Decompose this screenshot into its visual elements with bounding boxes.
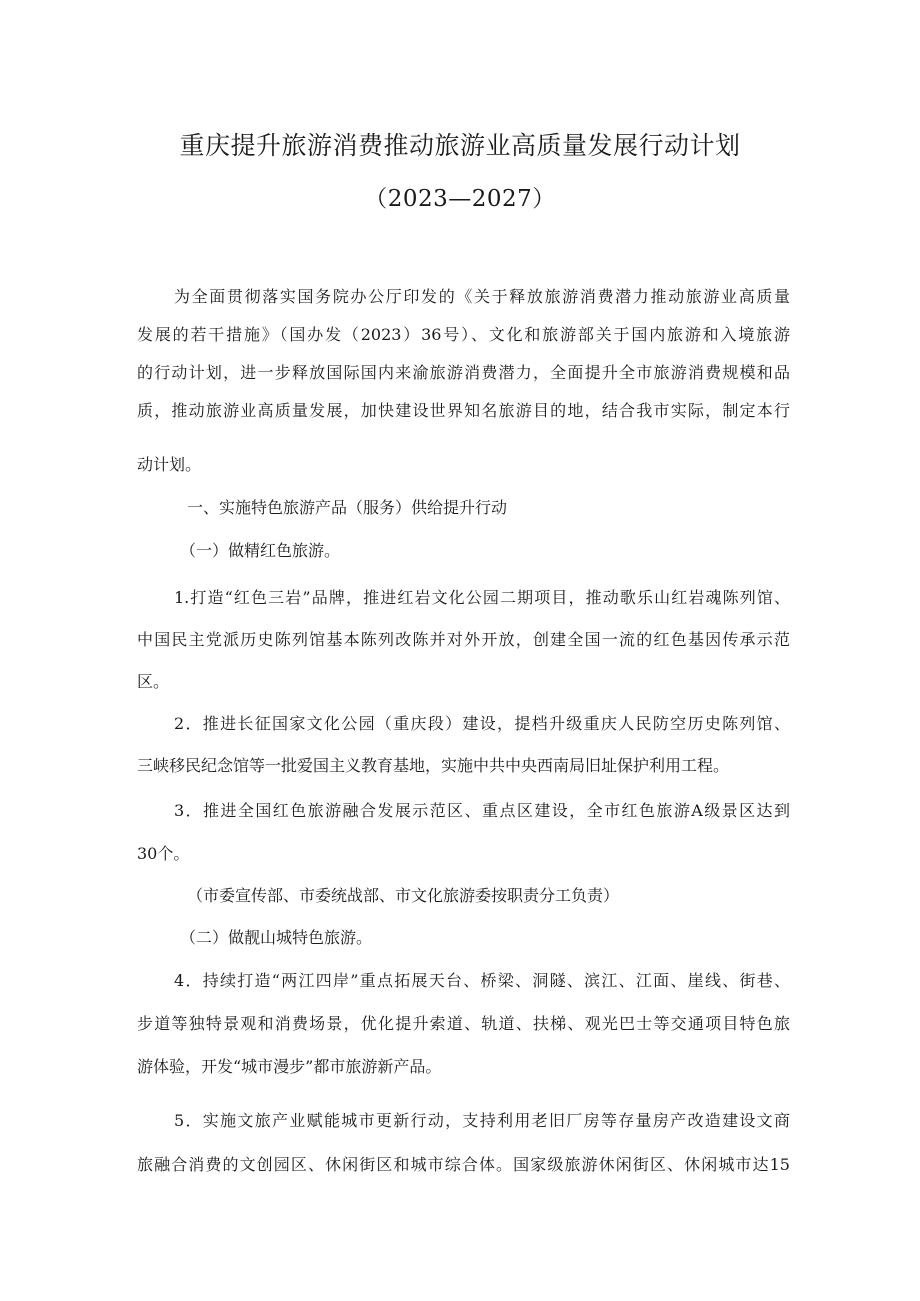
body-line: 中国民主党派历史陈列馆基本陈列改陈并对外开放，创建全国一流的红色基因传承示范 (137, 630, 790, 649)
body-line: 2．推进长征国家文化公园（重庆段）建设，提档升级重庆人民防空历史陈列馆、 (174, 714, 790, 733)
body-line: 30个。 (137, 844, 190, 863)
document-title: 重庆提升旅游消费推动旅游业高质量发展行动计划 (179, 131, 741, 160)
body-line: 三峡移民纪念馆等一批爱国主义教育基地，实施中共中央西南局旧址保护利用工程。 (137, 756, 730, 775)
body-line: 动计划。 (137, 455, 202, 474)
body-line: 发展的若干措施》（国办发（2023）36号）、文化和旅游部关于国内旅游和入境旅游 (137, 325, 790, 344)
body-line: 质，推动旅游业高质量发展，加快建设世界知名旅游目的地，结合我市实际，制定本行 (137, 401, 790, 420)
document-subtitle: （2023—2027） (364, 186, 556, 212)
body-line: 为全面贯彻落实国务院办公厅印发的《关于释放旅游消费潜力推动旅游业高质量 (174, 287, 790, 306)
subsection-heading: （二）做靓山城特色旅游。 (180, 928, 373, 947)
subsection-heading: （一）做精红色旅游。 (180, 541, 341, 560)
body-line: 3．推进全国红色旅游融合发展示范区、重点区建设，全市红色旅游A级景区达到 (174, 801, 790, 820)
body-line: 区。 (137, 672, 170, 691)
body-line: 1.打造“红色三岩”品牌，推进红岩文化公园二期项目，推动歌乐山红岩魂陈列馆、 (174, 588, 790, 607)
section-heading: 一、实施特色旅游产品（服务）供给提升行动 (187, 498, 508, 517)
body-line: 的行动计划，进一步释放国际国内来渝旅游消费潜力，全面提升全市旅游消费规模和品 (137, 363, 790, 382)
body-line: 4．持续打造“两江四岸”重点拓展天台、桥梁、洞隧、滨江、江面、崖线、街巷、 (174, 971, 790, 990)
body-line: 游体验，开发“城市漫步”都市旅游新产品。 (137, 1057, 442, 1076)
responsibility-note: （市委宣传部、市委统战部、市文化旅游委按职责分工负责） (187, 886, 620, 905)
body-line: 步道等独特景观和消费场景，优化提升索道、轨道、扶梯、观光巴士等交通项目特色旅 (137, 1014, 790, 1033)
body-line: 5．实施文旅产业赋能城市更新行动，支持利用老旧厂房等存量房产改造建设文商 (174, 1111, 790, 1130)
body-line: 旅融合消费的文创园区、休闲街区和城市综合体。国家级旅游休闲街区、休闲城市达15 (137, 1155, 790, 1174)
